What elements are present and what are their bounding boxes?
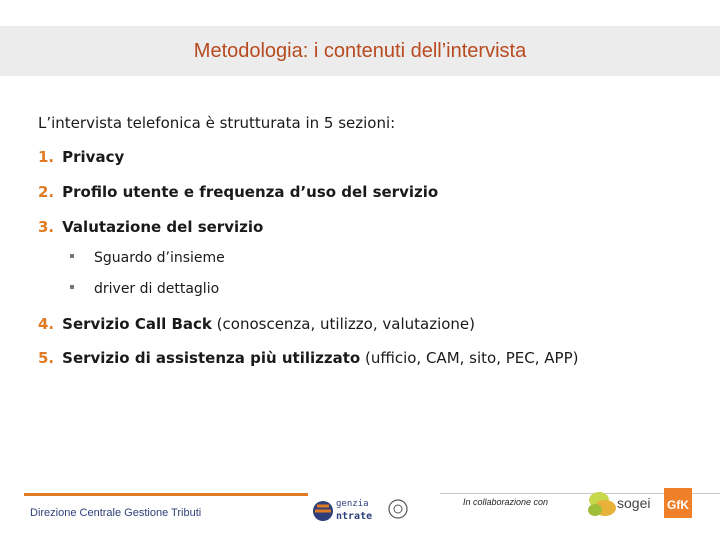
item-bold-text: Privacy (62, 148, 125, 166)
intro-text: L’intervista telefonica è strutturata in 5 sezioni: (38, 114, 396, 132)
item-bold-text: Servizio di assistenza più utilizzato (62, 349, 361, 367)
item-bold-text: Servizio Call Back (62, 315, 212, 333)
collaboration-text: In collaborazione con (463, 497, 549, 507)
item-rest-text: (ufficio, CAM, sito, PEC, APP) (360, 349, 579, 367)
sub-list-item (70, 281, 219, 297)
list-item (38, 349, 579, 367)
entrate-text: ntrate (336, 511, 373, 522)
agenzia-entrate-logo (312, 494, 412, 524)
list-item (38, 315, 475, 333)
item-number: 5. (38, 349, 55, 367)
item-number: 1. (38, 148, 55, 166)
item-bold-text: Profilo utente e frequenza d’uso del servizio (62, 183, 439, 201)
agenzia-text: genzia (336, 499, 369, 509)
item-number: 4. (38, 315, 55, 333)
item-number: 2. (38, 183, 55, 201)
page-title: Metodologia: i contenuti dell’intervista (193, 40, 527, 62)
footer-department: Direzione Centrale Gestione Tributi (30, 507, 202, 519)
square-bullet-icon (70, 285, 74, 289)
sub-item-text: driver di dettaglio (94, 281, 220, 297)
gfk-logo (664, 486, 694, 520)
sub-list-item (70, 250, 225, 266)
list-item (38, 218, 263, 236)
sub-item-text: Sguardo d’insieme (94, 250, 225, 266)
list-item (38, 183, 438, 201)
item-bold-text: Valutazione del servizio (62, 218, 264, 236)
footer-accent-line (24, 493, 308, 496)
item-rest-text: (conoscenza, utilizzo, valutazione) (211, 315, 476, 333)
square-bullet-icon (70, 254, 74, 258)
sogei-text: sogei (617, 495, 651, 511)
sogei-logo (585, 486, 651, 520)
list-item (38, 148, 124, 166)
item-number: 3. (38, 218, 55, 236)
gfk-text: GfK (667, 498, 689, 512)
